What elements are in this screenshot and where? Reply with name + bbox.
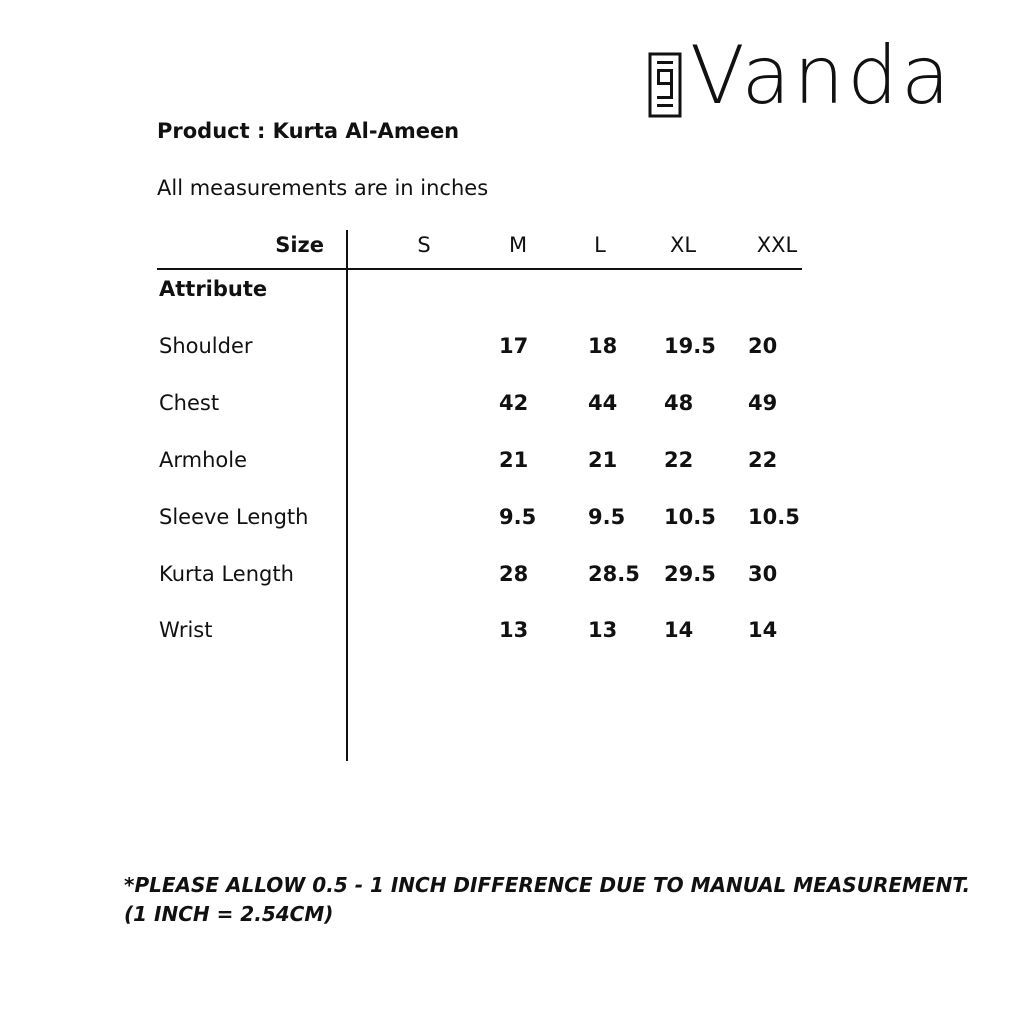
- row-label-sleeve-length: Sleeve Length: [159, 505, 309, 529]
- row-label-armhole: Armhole: [159, 448, 247, 472]
- table-cell: 28.5: [588, 562, 640, 586]
- size-col-l: L: [594, 233, 606, 257]
- table-cell: 17: [499, 334, 529, 358]
- size-col-s: S: [417, 233, 431, 257]
- table-cell: 28: [499, 562, 529, 586]
- column-divider: [346, 230, 348, 761]
- row-label-wrist: Wrist: [159, 618, 213, 642]
- table-cell: 10.5: [748, 505, 800, 529]
- header-divider: [157, 268, 802, 270]
- table-cell: 21: [499, 448, 529, 472]
- logo-mark-icon: [648, 52, 682, 118]
- table-cell: 9.5: [499, 505, 537, 529]
- product-title: Product : Kurta Al-Ameen: [157, 119, 460, 143]
- brand-name: Vanda: [690, 29, 954, 122]
- disclaimer-line-2: (1 INCH = 2.54CM): [124, 902, 334, 926]
- table-cell: 44: [588, 391, 618, 415]
- disclaimer-line-1: *PLEASE ALLOW 0.5 - 1 INCH DIFFERENCE DUE TO MANUAL MEASUREMENT.: [124, 873, 971, 897]
- unit-note: All measurements are in inches: [157, 176, 489, 200]
- table-cell: 29.5: [664, 562, 716, 586]
- attribute-header: Attribute: [159, 277, 268, 301]
- row-label-shoulder: Shoulder: [159, 334, 253, 358]
- table-cell: 9.5: [588, 505, 626, 529]
- table-cell: 13: [588, 618, 618, 642]
- row-label-chest: Chest: [159, 391, 220, 415]
- size-col-xxl: XXL: [756, 233, 798, 257]
- table-cell: 48: [664, 391, 694, 415]
- table-cell: 22: [664, 448, 694, 472]
- size-header: Size: [275, 233, 324, 257]
- table-cell: 14: [664, 618, 694, 642]
- table-cell: 30: [748, 562, 778, 586]
- size-col-m: M: [508, 233, 528, 257]
- table-cell: 20: [748, 334, 778, 358]
- table-cell: 19.5: [664, 334, 716, 358]
- row-label-kurta-length: Kurta Length: [159, 562, 294, 586]
- table-cell: 21: [588, 448, 618, 472]
- table-cell: 42: [499, 391, 529, 415]
- table-cell: 18: [588, 334, 618, 358]
- measurement-disclaimer: [124, 871, 970, 929]
- table-cell: 10.5: [664, 505, 716, 529]
- table-cell: 49: [748, 391, 778, 415]
- size-col-xl: XL: [669, 233, 697, 257]
- table-cell: 14: [748, 618, 778, 642]
- table-cell: 13: [499, 618, 529, 642]
- table-cell: 22: [748, 448, 778, 472]
